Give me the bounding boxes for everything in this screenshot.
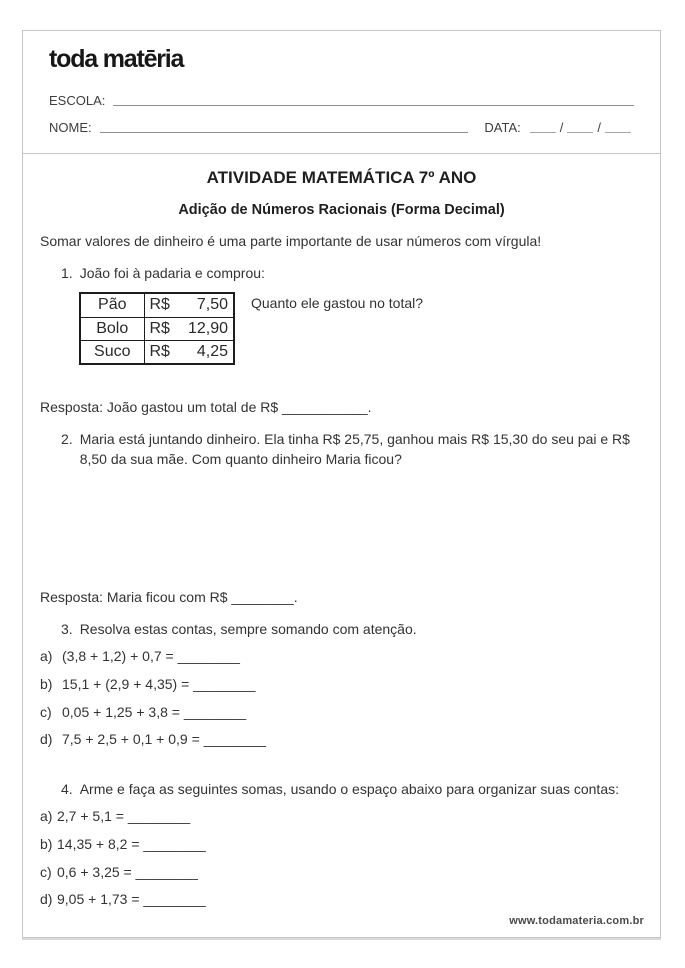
price-value: 4,25 [196,343,228,361]
date-month-blank [567,121,593,133]
item-label: c) [40,863,52,880]
worksheet-subtitle: Adição de Números Racionais (Forma Decimal) [178,201,505,218]
list-item [40,807,643,827]
school-blank-line [113,94,634,106]
name-date-field-row [49,120,634,135]
question-1 [40,264,643,284]
item-expression: 14,35 + 8,2 = ________ [57,835,206,852]
item-label: a) [40,808,53,825]
worksheet-body [23,166,660,910]
worksheet-title: ATIVIDADE MATEMÁTICA 7º ANO [206,168,477,187]
question-3-text: Resolva estas contas, sempre somando com atenção. [79,620,417,637]
date-year-blank [605,121,631,133]
item-label: d) [40,891,53,908]
question-1-content [79,292,643,365]
question-1-side-question: Quanto ele gastou no total? [251,295,424,312]
item-expression: 9,05 + 1,73 = ________ [57,891,206,908]
question-2-text: Maria está juntando dinheiro. Ela tinha R$ 25,75, ganhou mais R$ 15,30 do seu pai e R$ 8,50 da sua mãe. Com quanto dinheiro Maria ficou? [79,431,630,467]
price-value: 7,50 [196,296,228,314]
item-expression: 2,7 + 5,1 = ________ [57,808,191,825]
table-cell-item: Pão [80,293,144,317]
toda-materia-logo: toda matēria [49,45,184,73]
date-slash: / [597,119,601,135]
table-cell-item: Suco [80,341,144,365]
worksheet-page [22,30,661,938]
table-cell-price [144,317,234,340]
table-cell-item: Bolo [80,317,144,340]
item-label: b) [40,835,53,852]
date-label: DATA: [484,119,521,135]
question-4 [40,780,643,800]
answer-line-1: Resposta: João gastou um total de R$ ___________. [40,399,372,416]
question-4-number: 4. [61,780,73,797]
question-1-number: 1. [61,264,73,281]
footer-url: www.todamateria.com.br [509,915,644,927]
question-3-items [40,647,643,749]
currency-symbol: R$ [149,343,170,361]
item-expression: (3,8 + 1,2) + 0,7 = ________ [62,648,240,665]
list-item [40,647,643,667]
question-4-text: Arme e faça as seguintes somas, usando o espaço abaixo para organizar suas contas: [79,780,620,797]
table-cell-price [144,341,234,365]
worksheet-header [23,31,660,154]
item-expression: 0,6 + 3,25 = ________ [57,863,198,880]
item-expression: 15,1 + (2,9 + 4,35) = ________ [62,676,256,693]
question-4-items [40,807,643,909]
table-row [80,341,234,365]
question-3 [40,620,643,640]
date-slash: / [559,119,564,135]
table-row [80,317,234,340]
answer-line-2: Resposta: Maria ficou com R$ ________. [40,589,298,606]
question-3-number: 3. [61,620,73,637]
list-item [40,863,643,883]
list-item [40,730,643,750]
date-day-blank [530,121,556,133]
currency-symbol: R$ [149,296,170,314]
list-item [40,703,643,723]
intro-text: Somar valores de dinheiro é uma parte importante de usar números com vírgula! [40,233,542,250]
table-row [80,293,234,317]
school-field-row [49,93,634,108]
question-2 [40,430,643,469]
question-1-text: João foi à padaria e comprou: [79,264,265,281]
item-label: d) [40,731,53,748]
list-item [40,675,643,695]
name-blank-line [100,121,469,133]
item-expression: 0,05 + 1,25 + 3,8 = ________ [62,703,247,720]
list-item [40,835,643,855]
item-label: b) [40,676,53,693]
item-expression: 7,5 + 2,5 + 0,1 + 0,9 = ________ [62,731,266,748]
name-label: NOME: [49,119,92,135]
price-table [79,292,235,365]
list-item [40,890,643,910]
currency-symbol: R$ [149,319,170,337]
item-label: a) [40,648,53,665]
question-2-number: 2. [61,431,73,448]
school-label: ESCOLA: [49,92,106,108]
price-value: 12,90 [187,319,228,337]
table-cell-price [144,293,234,317]
item-label: c) [40,703,52,720]
date-field-group [484,120,634,135]
